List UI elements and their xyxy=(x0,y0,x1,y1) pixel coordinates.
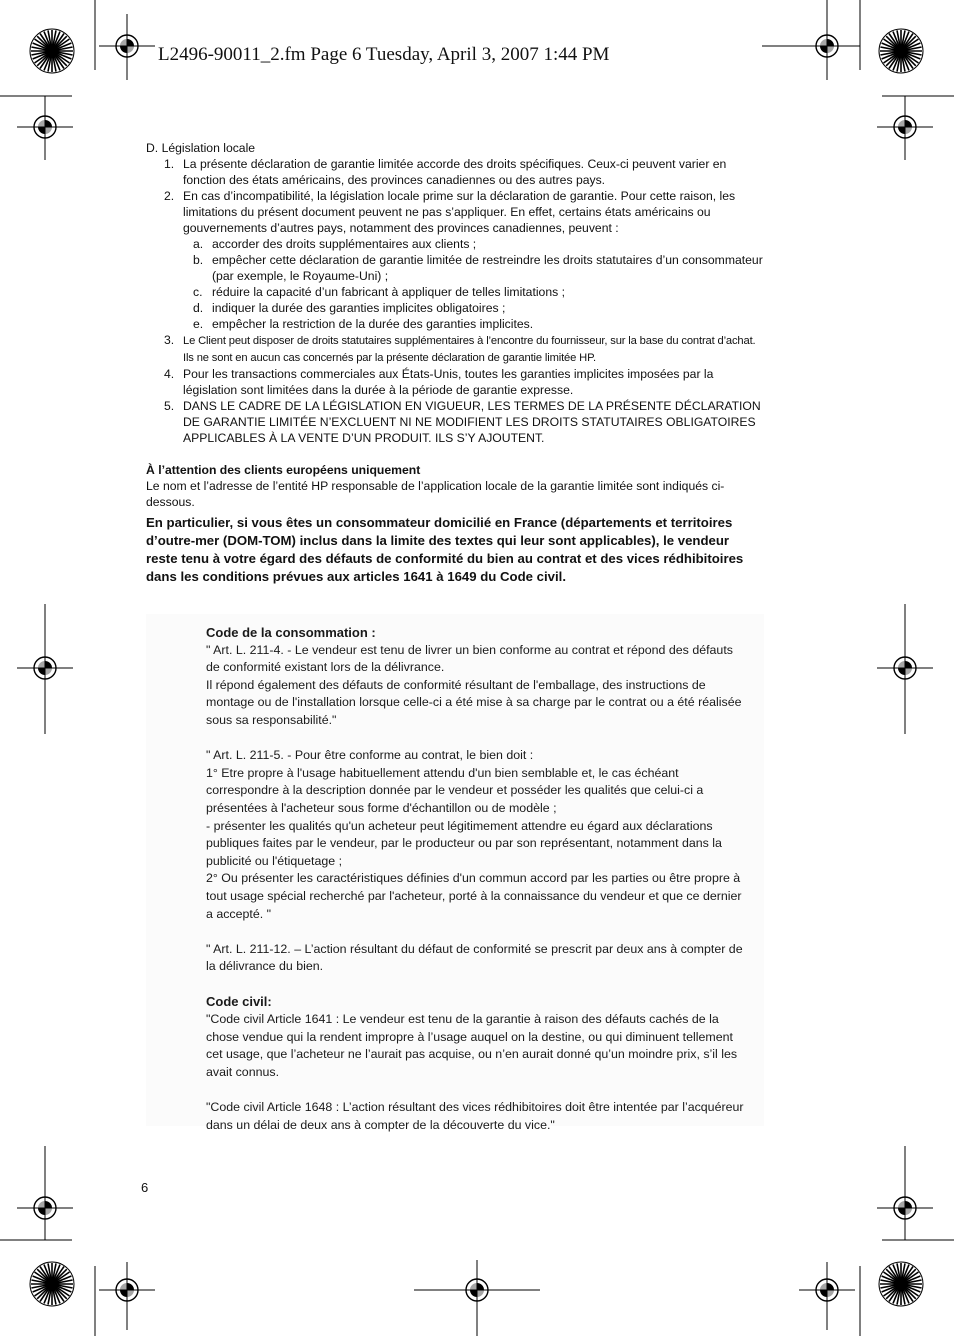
article-211-5-dash: - présenter les qualités qu'un acheteur peut légitimement attendre eu égard aux déclarations publiques faites par le vendeur, par le producteur ou par son représentant, notamment dans la publicité ou l'étiquetage ; xyxy=(206,818,722,868)
sub-item xyxy=(183,236,764,252)
sub-item-text: réduire la capacité d’un fabricant à appliquer de telles limitations ; xyxy=(212,285,565,299)
sub-item xyxy=(183,316,764,332)
sub-item-letter: b. xyxy=(193,253,204,267)
article-211-4-cont: Il répond également des défauts de conformité résultant de l'emballage, des instructions de montage ou de l'installation lorsque celle-ci a été mise à sa charge par le contrat ou a été réalisée sous sa responsabilité." xyxy=(206,677,742,727)
article-211-5-point-1: 1° Etre propre à l'usage habituellement attendu d'un bien semblable et, le cas échéant correspondre à la description donnée par le vendeur et posséder les qualités que celui-ci a présentées à l'acheteur sous forme d'échantillon ou de modèle ; xyxy=(206,765,704,815)
sub-item-text: indiquer la durée des garanties implicites obligatoires ; xyxy=(212,301,506,315)
list-item xyxy=(146,156,764,188)
item-text: DANS LE CADRE DE LA LÉGISLATION EN VIGUEUR, LES TERMES DE LA PRÉSENTE DÉCLARATION DE GARANTIE LIMITÉE N’EXCLUENT NI NE MODIFIENT LES DROITS STATUTAIRES OBLIGATOIRES APPLICABLES À LA VENTE D’UN PRODUIT. ILS S’Y AJOUTENT. xyxy=(183,399,761,445)
sub-item-text: accorder des droits supplémentaires aux clients ; xyxy=(212,237,477,251)
article-1648: "Code civil Article 1648 : L’action résultant des vices rédhibitoires doit être intentée par l’acquéreur dans un délai de deux ans à compter de la découverte du vice." xyxy=(206,1100,744,1132)
sub-item-letter: e. xyxy=(193,317,204,331)
item-number: 2. xyxy=(164,189,175,203)
sub-item xyxy=(183,284,764,300)
item-text: En cas d’incompatibilité, la législation locale prime sur la déclaration de garantie. Pour cette raison, les limitations du présent document peuvent ne pas s’appliquer. En effet, certains états américains ou gouvernements d’autres pays, notamment des provinces canadiennes, peuvent : xyxy=(183,189,736,235)
legal-excerpt-text xyxy=(206,624,746,1134)
france-statement xyxy=(146,514,764,586)
code-consommation-title: Code de la consommation : xyxy=(206,625,376,640)
sub-item-letter: a. xyxy=(193,237,204,251)
eu-text: Le nom et l’adresse de l’entité HP responsable de l’application locale de la garantie limitée sont indiqués ci-dessous. xyxy=(146,479,725,509)
warranty-text xyxy=(146,140,764,510)
sub-item xyxy=(183,252,764,284)
item-text: Pour les transactions commerciales aux États-Unis, toutes les garanties implicites imposées par la législation sont limitées dans la durée à la période de garantie expresse. xyxy=(183,367,714,397)
list-item xyxy=(146,366,764,398)
code-civil-title: Code civil: xyxy=(206,994,272,1010)
page-number: 6 xyxy=(141,1180,149,1195)
list-item xyxy=(146,188,764,332)
sub-item-text: empêcher cette déclaration de garantie limitée de restreindre les droits statutaires d’un consommateur (par exemple, le Royaume-Uni) ; xyxy=(212,253,763,283)
sub-item xyxy=(183,300,764,316)
article-211-5-point-2: 2° Ou présenter les caractéristiques définies d'un commun accord par les parties ou être propre à tout usage spécial recherché par l'acheteur, porté à la connaissance du vendeur et que ce dernier a accepté. " xyxy=(206,871,742,921)
sub-item-letter: d. xyxy=(193,301,204,315)
list-item xyxy=(146,398,764,446)
legal-excerpt-image xyxy=(146,614,764,1132)
article-211-5: " Art. L. 211-5. - Pour être conforme au contrat, le bien doit : xyxy=(206,748,534,763)
item-text: La présente déclaration de garantie limitée accorde des droits spécifiques. Ceux-ci peuvent varier en fonction des états américains, des provinces canadiennes ou des autres pays. xyxy=(183,157,727,187)
eu-title: À l’attention des clients européens uniquement xyxy=(146,463,421,477)
section-d-list xyxy=(146,156,764,446)
sub-list xyxy=(183,236,764,332)
item-number: 5. xyxy=(164,399,175,413)
article-211-12: " Art. L. 211-12. – L’action résultant du défaut de conformité se prescrit par deux ans à compter de la délivrance du bien. xyxy=(206,941,743,974)
page-header: L2496-90011_2.fm Page 6 Tuesday, April 3, 2007 1:44 PM xyxy=(158,44,610,65)
item-number: 3. xyxy=(164,333,175,347)
eu-section xyxy=(146,462,764,510)
item-text: Le Client peut disposer de droits statutaires supplémentaires à l’encontre du fournisseur, sur la base du contrat d’achat. Ils ne sont en aucun cas concernés par la présente déclaration de garantie limitée HP. xyxy=(183,335,756,364)
article-211-4: " Art. L. 211-4. - Le vendeur est tenu de livrer un bien conforme au contrat et répond des défauts de conformité existant lors de la délivrance. xyxy=(206,642,733,675)
sub-item-letter: c. xyxy=(193,285,203,299)
sub-item-text: empêcher la restriction de la durée des garanties implicites. xyxy=(212,317,534,331)
article-1641: "Code civil Article 1641 : Le vendeur est tenu de la garantie à raison des défauts cachés de la chose vendue qui la rendent impropre à l’usage auquel on la destine, ou qui diminuent tellement cet usage, que l’acheteur ne l’aurait pas acquise, ou n’en aurait donné qu’un moindre prix, s’il les avait connus. xyxy=(206,1012,738,1079)
item-number: 1. xyxy=(164,157,175,171)
item-number: 4. xyxy=(164,367,175,381)
list-item xyxy=(146,332,764,366)
france-statement-text: En particulier, si vous êtes un consommateur domicilié en France (départements et territoires d’outre-mer (DOM-TOM) inclus dans la limite des textes qui leur sont applicables), le vendeur reste tenu à votre égard des défauts de conformité du bien au contrat et des vices rédhibitoires dans les conditions prévues aux articles 1641 à 1649 du Code civil. xyxy=(146,515,744,584)
section-d-title: D. Législation locale xyxy=(146,141,256,155)
